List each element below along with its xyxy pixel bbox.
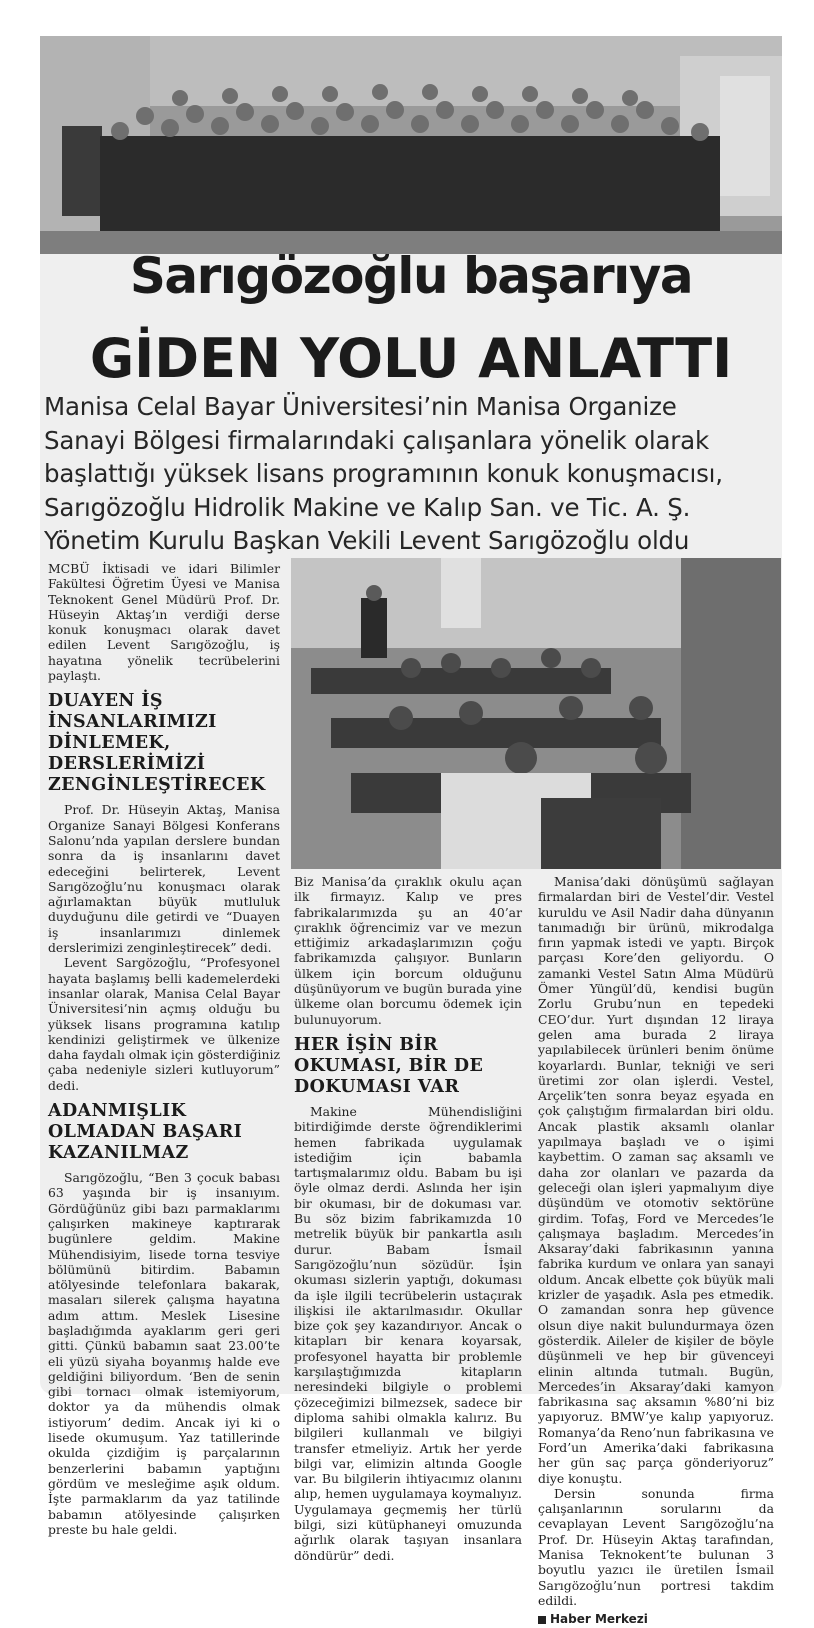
section3-paragraph: Makine Mühendisliğini bitirdiğimde derste öğrendiklerimi hemen fabrikada uygulamak istediğim için babamla tartışmalarımız oldu. Babam bu işi öyle olmaz derdi. Aslında her işin bir okuması, bir de dokuması var. Bu söz bizim fabrikamızda 10 metrelik büyük bir pankartla asılı durur. Babam İsmail Sarıgözoğlu’nun sözüdür. İşin okuması sizlerin yaptığı, dokuması da işle ilgili tecrübelerin ustaçırak ilişkisi ile aktarılmasıdır. Okullar bize çok şey kazandırıyor. Ancak o kitapları bir kenara koyarsak, profesyonel hayatta bir problemle karşılaştığımızda kitapların neresindeki bilgiyle o problemi çözeceğimizi bilmezsek, sadece bir diploma sahibi olmakla kalırız. Bu bilgileri kullanmalı ve bilgiyi transfer etmeliyiz. Artık her yerde bilgi var, elimizin altında Google var. Bu bilgilerin ihtiyacımız olanını alıp, hemen uygulamaya koymalıyız. Uygulamaya geçmemiş her türlü bilgi, sizi kütüphaneyi omuzunda ağırlık olarak taşıyan insanlara döndürür” dedi.: [294, 1103, 522, 1563]
section1-paragraph: Levent Sargözoğlu, “Profesyonel hayata başlamış belli kademelerdeki insanlar olarak, Manisa Celal Bayar Üniversitesi’nin açmış olduğu bu yüksek lisans programına katılıp kendinizi geliştirmek ve ülkenize daha faydalı olmak için gösterdiğiniz çaba nedeniyle sizleri kutluyorum” dedi.: [48, 955, 280, 1093]
section3-title: HER İŞİN BİR OKUMASI, BİR DE DOKUMASI VAR: [294, 1034, 484, 1097]
byline: [538, 1612, 774, 1627]
deck-line: başlattığı yüksek lisans programının konuk konuşmacısı,: [44, 459, 723, 488]
deck-line: Sanayi Bölgesi firmalarındaki çalışanlara yönelik olarak: [44, 425, 709, 455]
headline-line-1: Sarıgözoğlu başarıya: [129, 247, 693, 305]
section2-paragraph: Sarıgözoğlu, “Ben 3 çocuk babası 63 yaşında bir iş insanıyım. Gördüğünüz gibi bazı parmaklarımı çalışırken makineye kaptırarak bugünlere geldim. Makine Mühendisiyim, lisede torna tesviye bölümünü bitirdim. Babamın atölyesinde telefonlara bakarak, masaları silerek çalışma hayatına adım attım. Meslek Lisesine başladığımda ayaklarım geri geri gitti. Çünkü babamın saat 23.00’te eli yüzü siyaha boyanmış halde eve geldiğini biliyordum. ‘Ben de senin gibi tornacı olmak istemiyorum, doktor ya da mühendis olmak istiyorum’ dedim. Ancak iyi ki o lisede okumuşum. Yaz tatillerinde okulda çizdiğim iş parçalarının benzerlerini babamın yaptığını gördüm ve mesleğime aşık oldum. İşte parmaklarım da yaz tatilinde babamın atölyesinde çalışırken preste bu hale geldi.: [48, 1170, 280, 1537]
section2-title: ADANMIŞLIK OLMADAN BAŞARI KAZANILMAZ: [48, 1101, 243, 1164]
lecture-photo: [291, 558, 781, 869]
deck-line: Manisa Celal Bayar Üniversitesi’nin Manisa Organize: [44, 392, 677, 421]
intro-paragraph: MCBÜ İktisadi ve idari Bilimler Fakültesi Öğretim Üyesi ve Manisa Teknokent Genel Müdürü Prof. Dr. Hüseyin Aktaş’ın verdiği derse konuk konuşmacı olarak davet edilen Levent Sarıgözoğlu, iş hayatına yönelik tecrübelerini paylaştı.: [48, 561, 280, 684]
section2-paragraph: Biz Manisa’da çıraklık okulu açan ilk firmayız. Kalıp ve pres fabrikalarımızda şu an 40’ar çıraklık öğrencimiz var ve mezun ettiğimiz arkadaşlarımızın çoğu fabrikamızda çalışıyor. Bunların ülkem için borcum olduğunu düşünüyorum ve bugün burada yine ülkeme olan borcumu ödemek için bulunuyorum.: [294, 874, 522, 1027]
section3-paragraph: Dersin sonunda firma çalışanlarının sorularını da cevaplayan Levent Sarıgözoğlu’na Prof. Dr. Hüseyin Aktaş tarafından, Manisa Teknokent’te bulunan 3 boyutlu yazıcı ile üretilen İsmail Sarıgözoğlu’nun portresi takdim edildi.: [538, 1485, 774, 1608]
group-photo: [40, 36, 782, 254]
deck-line: Sarıgözoğlu Hidrolik Makine ve Kalıp San. ve Tic. A. Ş.: [44, 492, 691, 522]
column-3: [538, 874, 774, 1628]
headline-line-2: GİDEN YOLU ANLATTI: [89, 327, 733, 390]
section1-paragraph: Prof. Dr. Hüseyin Aktaş, Manisa Organize Sanayi Bölgesi Konferans Salonu’nda yapılan derslere bundan sonra da iş insanlarını davet edeceğini belirterek, Levent Sarıgözoğlu’nu konuşmacı olarak ağırlamaktan büyük mutluluk duyduğunu dile getirdi ve “Duayen iş insanlarımızı dinlemek derslerimizi zenginleştirecek” dedi.: [48, 802, 280, 956]
byline-text: Haber Merkezi: [550, 1612, 648, 1627]
byline-square-icon: [538, 1616, 546, 1624]
column-2: [294, 874, 522, 1563]
deck: [44, 390, 780, 558]
deck-line: Yönetim Kurulu Başkan Vekili Levent Sarıgözoğlu oldu: [44, 526, 690, 555]
section3-paragraph: Manisa’daki dönüşümü sağlayan firmalardan biri de Vestel’dir. Vestel kuruldu ve Asil Nadir daha dünyanın tanımadığı bir ürünü, mikrodalga fırın yapmak istedi ve yaptı. Birçok parçası Kore’den geliyordu. O zamanki Vestel Satın Alma Müdürü Ömer Yüngül’dü, kendisi bugün Zorlu Grubu’nun en tepedeki CEO’dur. Yurt dışından 12 liraya gelen ama burada 2 liraya yapılabilecek ürünleri benim önüme koyarlardı. Bunlar, tekniği ve seri üretimi zor olan işlerdi. Vestel, Arçelik’ten sonra beyaz eşyada en çok çalıştığım firmalardan biri oldu. Ancak plastik aksamlı olanlar yapılmaya başladı ve o işimi kaybettim. O zaman saç aksamlı ve daha zor olanları ve pazarda da geleceği olan işleri yapmalıyım diye düşündüm ve otomotiv sektörüne girdim. Tofaş, Ford ve Mercedes’le çalışmaya başladım. Mercedes’in Aksaray’daki fabrikasının yanına fabrika kurdum ve onlara yan sanayi oldum. Ancak elbette çok büyük mali krizler de yaşadık. Asla pes etmedik. O zamandan sonra hep güvence olsun diye nakit bulundurmaya özen gösterdik. Aileler de kişiler de böyle düşünmeli ve hep bir güvenceyi elinin altında tutmalı. Bugün, Mercedes’in Aksaray’daki kamyon fabrikasına saç aksamın %80’ni biz yapıyoruz. BMW’ye kalıp yapıyoruz. Romanya’da Reno’nun fabrikasına ve Ford’un Amerika’daki fabrikasına her gün saç parça gönderiyoruz” diye konuştu.: [538, 874, 774, 1486]
column-1: [48, 561, 280, 1537]
newspaper-page: [40, 36, 782, 1627]
section1-title: DUAYEN İŞ İNSANLARIMIZI DİNLEMEK, DERSLERİMİZİ ZENGİNLEŞTİRECEK: [48, 691, 266, 796]
